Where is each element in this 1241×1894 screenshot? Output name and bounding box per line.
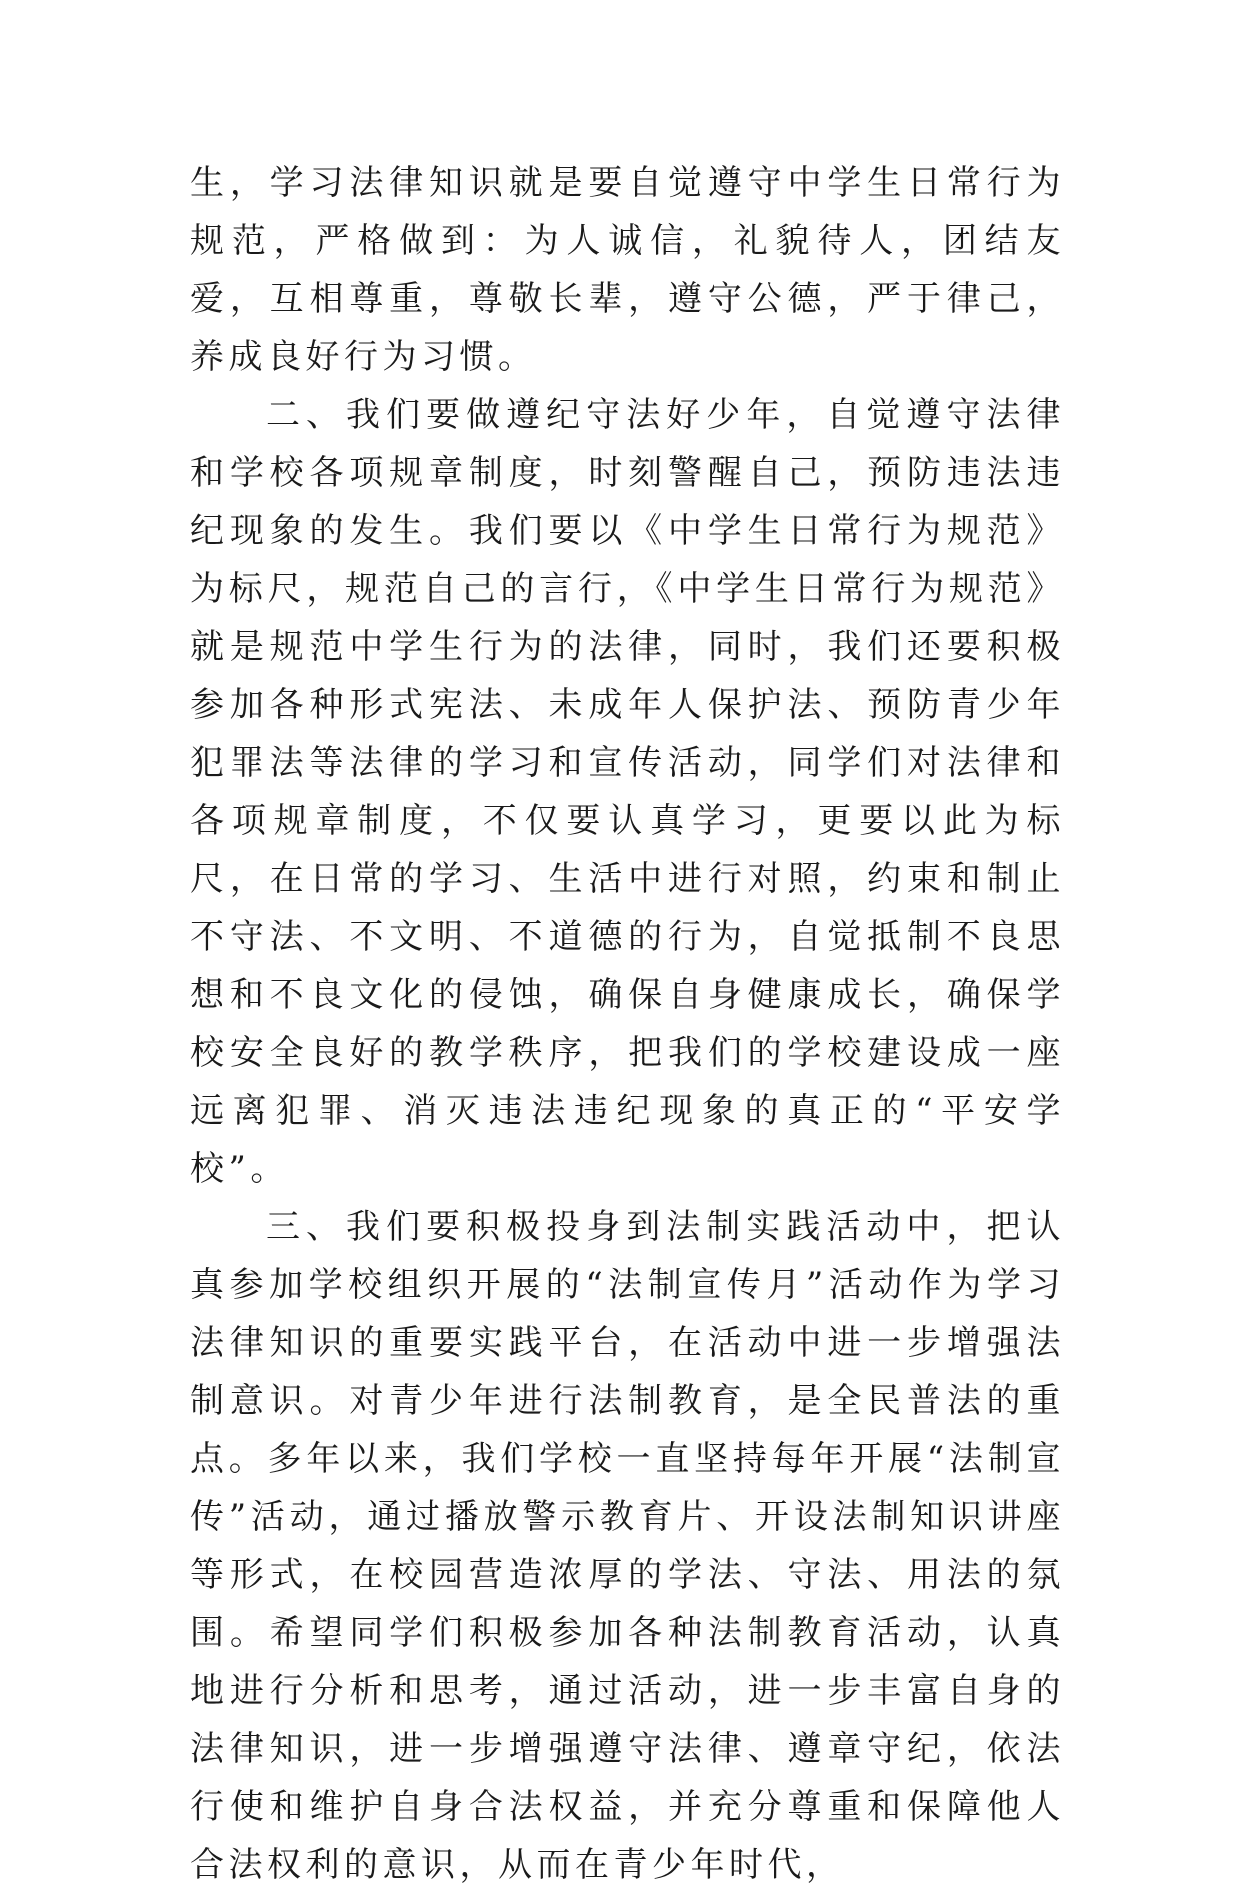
paragraph-section-two: 二、我们要做遵纪守法好少年，自觉遵守法律和学校各项规章制度，时刻警醒自己，预防违法违纪现象的发生。我们要以《中学生日常行为规范》为标尺，规范自己的言行，《中学生日常行为规范》就是规范中学生行为的法律，同时，我们还要积极参加各种形式宪法、未成年人保护法、预防青少年犯罪法等法律的学习和宣传活动，同学们对法律和各项规章制度，不仅要认真学习，更要以此为标尺，在日常的学习、生活中进行对照，约束和制止不守法、不文明、不道德的行为，自觉抵制不良思想和不良文化的侵蚀，确保自身健康成长，确保学校安全良好的教学秩序，把我们的学校建设成一座远离犯罪、消灭违法违纪现象的真正的“平安学校”。: [190, 395, 1065, 1189]
paragraph-section-three: 三、我们要积极投身到法制实践活动中，把认真参加学校组织开展的“法制宣传月”活动作为学习法律知识的重要实践平台，在活动中进一步增强法制意识。对青少年进行法制教育，是全民普法的重点。多年以来，我们学校一直坚持每年开展“法制宣传”活动，通过播放警示教育片、开设法制知识讲座等形式，在校园营造浓厚的学法、守法、用法的氛围。希望同学们积极参加各种法制教育活动，认真地进行分析和思考，通过活动，进一步丰富自身的法律知识，进一步增强遵守法律、遵章守纪，依法行使和维护自身合法权益，并充分尊重和保障他人合法权利的意识，从而在青少年时代，: [190, 1207, 1065, 1885]
document-body: [190, 154, 1065, 1894]
paragraph-continuation: 生，学习法律知识就是要自觉遵守中学生日常行为规范，严格做到：为人诚信，礼貌待人，团结友爱，互相尊重，尊敬长辈，遵守公德，严于律己，养成良好行为习惯。: [190, 163, 1065, 377]
